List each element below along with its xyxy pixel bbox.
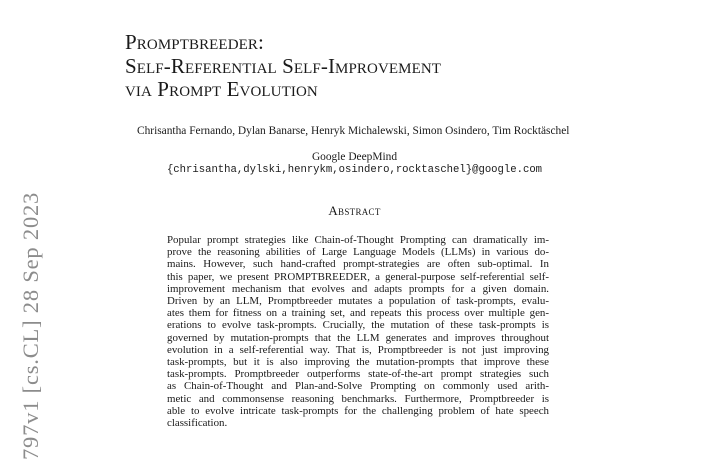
abstract-line: mains. However, such hand-crafted prompt-strategies are often sub-optimal. In — [167, 258, 549, 271]
author-list: Chrisantha Fernando, Dylan Banarse, Henryk Michalewski, Simon Osindero, Tim Rocktäschel — [137, 125, 570, 137]
author-emails: {chrisantha,dylski,henrykm,osindero,rocktaschel}@google.com — [166, 164, 543, 176]
abstract-line: task-prompts, but it is also improving the mutation-prompts that improve these — [167, 356, 549, 369]
abstract-line: task-prompts. Promptbreeder outperforms state-of-the-art prompt strategies such — [167, 368, 549, 381]
abstract-line: metic and commonsense reasoning benchmarks. Furthermore, Promptbreeder is — [167, 392, 549, 405]
abstract-heading: Abstract — [328, 203, 381, 218]
title-line: via Prompt Evolution — [125, 77, 318, 101]
abstract-line: governed by mutation-prompts that the LLM generates and improves throughout — [167, 331, 549, 344]
abstract-line: classification. — [167, 417, 228, 430]
abstract-line: prove the reasoning abilities of Large Language Models (LLMs) in various do- — [167, 246, 549, 259]
abstract-body — [167, 234, 549, 429]
abstract-line: improvement mechanism that evolves and adapts prompts for a given domain. — [167, 282, 549, 295]
abstract-line: ates them for fitness on a training set, and repeats this process over multiple gen- — [167, 307, 549, 320]
abstract-line: Popular prompt strategies like Chain-of-Thought Prompting can dramatically im- — [167, 234, 549, 246]
abstract-line: Driven by an LLM, Promptbreeder mutates a population of task-prompts, evalu- — [167, 295, 549, 308]
abstract-line: this paper, we present PROMPTBREEDER, a general-purpose self-referential self- — [167, 270, 549, 283]
paper-title — [125, 31, 441, 102]
abstract-line: erations to evolve task-prompts. Crucially, the mutation of these task-prompts is — [167, 319, 549, 332]
abstract-line: evolution in a self-referential way. That is, Promptbreeder is not just improving — [167, 343, 549, 356]
title-line: Promptbreeder: — [125, 30, 264, 54]
title-line: Self-Referential Self-Improvement — [125, 53, 442, 78]
abstract-line: able to evolve intricate task-prompts for the challenging problem of hate speech — [167, 404, 549, 417]
affiliation: Google DeepMind — [311, 151, 398, 163]
arxiv-identifier-stamp: 797v1 [cs.CL] 28 Sep 2023 — [18, 191, 43, 460]
abstract-line: as Chain-of-Thought and Plan-and-Solve Prompting on commonly used arith- — [167, 380, 549, 393]
